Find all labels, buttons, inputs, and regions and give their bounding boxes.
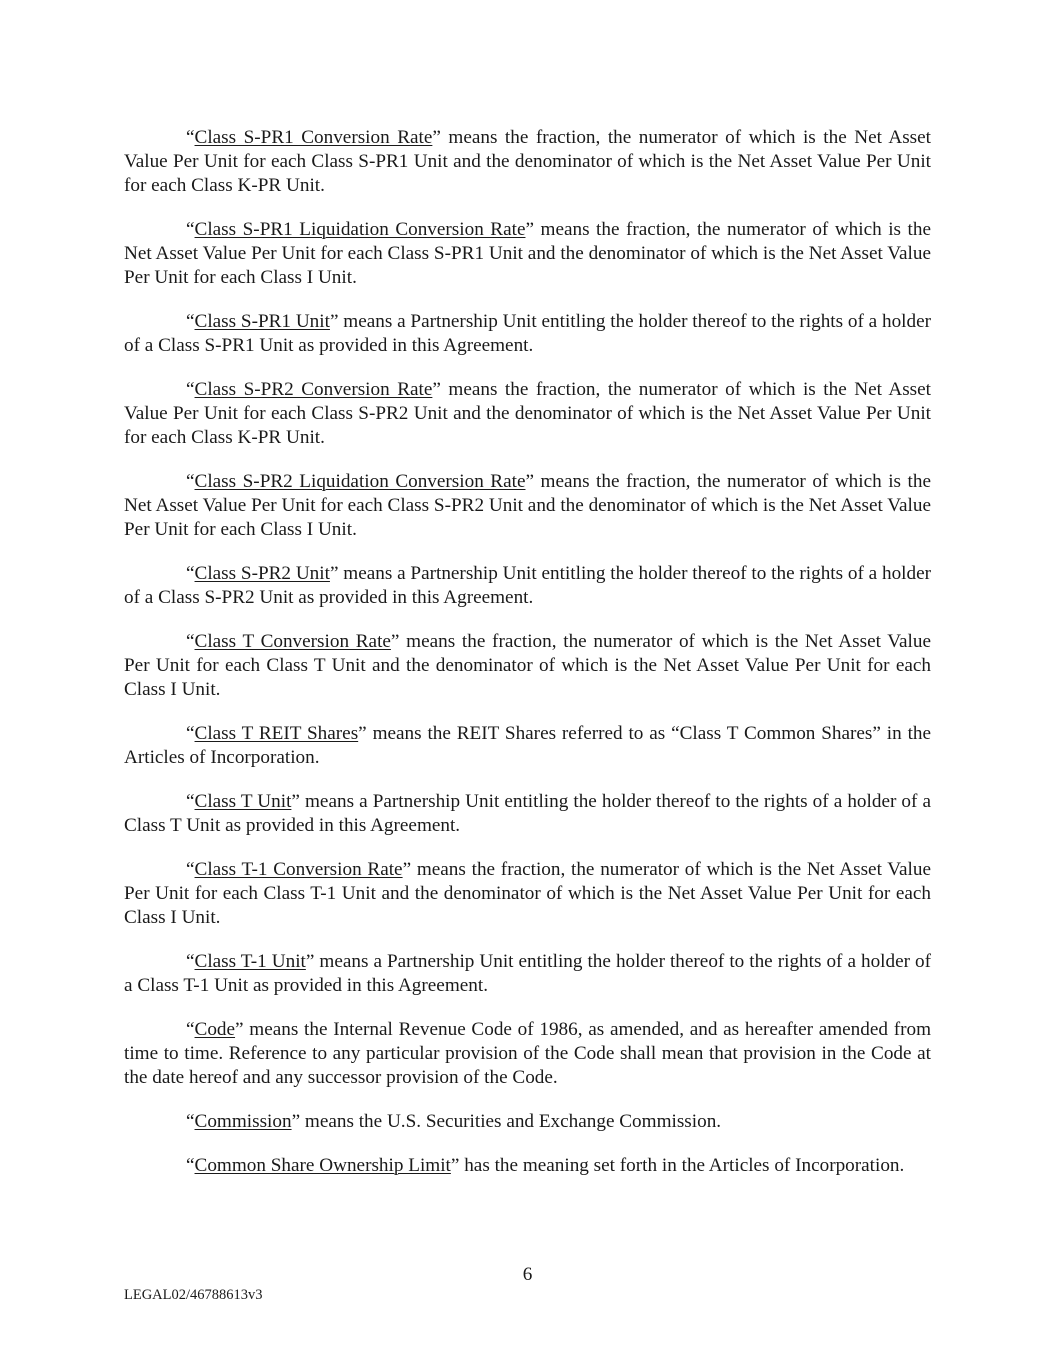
definition-paragraph: [124, 1018, 931, 1090]
defined-term: Class S-PR1 Conversion Rate: [194, 127, 433, 148]
definition-paragraph: [124, 630, 931, 702]
definition-paragraph: [124, 950, 931, 998]
open-quote: “: [186, 859, 195, 880]
open-quote: “: [186, 791, 195, 812]
definition-text: means the fraction, the numerator of which is the Net Asset Value Per Unit for each Class S-PR2 Unit and the denominator of which is the Net Asset Value Per Unit for each Class K-PR Unit.: [124, 379, 931, 448]
open-quote: “: [186, 471, 195, 492]
definition-paragraph: [124, 218, 931, 290]
definition-text: means a Partnership Unit entitling the holder thereof to the rights of a holder of a Class T-1 Unit as provided in this Agreement.: [124, 951, 931, 996]
open-quote: “: [186, 1111, 195, 1132]
close-quote: ”: [291, 1111, 301, 1132]
definition-paragraph: [124, 1110, 931, 1134]
definition-paragraph: [124, 1154, 931, 1178]
defined-term: Class T-1 Conversion Rate: [194, 859, 403, 880]
definition-text: means a Partnership Unit entitling the holder thereof to the rights of a holder of a Class S-PR1 Unit as provided in this Agreement.: [124, 311, 932, 356]
definition-paragraph: [124, 310, 931, 358]
definition-text: means the U.S. Securities and Exchange Commission.: [300, 1111, 722, 1132]
open-quote: “: [186, 951, 195, 972]
definition-text: means the fraction, the numerator of which is the Net Asset Value Per Unit for each Class S-PR2 Unit and the denominator of which is the Net Asset Value Per Unit for each Class I Unit.: [124, 471, 931, 540]
document-id: LEGAL02/46788613v3: [124, 1287, 263, 1303]
definition-paragraph: [124, 562, 931, 610]
close-quote: ”: [358, 723, 367, 744]
definition-text: means a Partnership Unit entitling the holder thereof to the rights of a holder of a Class T Unit as provided in this Agreement.: [124, 791, 932, 836]
definition-paragraph: [124, 378, 931, 450]
close-quote: ”: [291, 791, 300, 812]
open-quote: “: [186, 1155, 195, 1176]
close-quote: ”: [402, 859, 412, 880]
open-quote: “: [186, 311, 195, 332]
definition-paragraph: [124, 722, 931, 770]
definition-text: means the Internal Revenue Code of 1986, as amended, and as hereafter amended from time to time. Reference to any particular provision of the Code shall mean that provision in the Code at the date hereof and any successor provision of the Code.: [124, 1019, 931, 1088]
close-quote: ”: [390, 631, 400, 652]
close-quote: ”: [450, 1155, 460, 1176]
definition-paragraph: [124, 790, 931, 838]
defined-term: Class S-PR1 Liquidation Conversion Rate: [194, 219, 526, 240]
defined-term: Class T REIT Shares: [194, 723, 359, 744]
definition-text: means the REIT Shares referred to as “Class T Common Shares” in the Articles of Incorporation.: [124, 723, 932, 768]
defined-term: Class S-PR2 Unit: [194, 563, 330, 584]
open-quote: “: [186, 127, 195, 148]
defined-term: Class T-1 Unit: [194, 951, 306, 972]
definition-text: has the meaning set forth in the Articles of Incorporation.: [459, 1155, 905, 1176]
defined-term: Class S-PR2 Conversion Rate: [194, 379, 433, 400]
close-quote: ”: [235, 1019, 244, 1040]
open-quote: “: [186, 1019, 195, 1040]
close-quote: ”: [525, 471, 534, 492]
defined-term: Class S-PR1 Unit: [194, 311, 330, 332]
definition-text: means a Partnership Unit entitling the holder thereof to the rights of a holder of a Class S-PR2 Unit as provided in this Agreement.: [124, 563, 932, 608]
definition-text: means the fraction, the numerator of which is the Net Asset Value Per Unit for each Class T-1 Unit and the denominator of which is the Net Asset Value Per Unit for each Class I Unit.: [124, 859, 931, 928]
defined-term: Code: [194, 1019, 236, 1040]
definition-paragraph: [124, 858, 931, 930]
defined-term: Commission: [194, 1111, 292, 1132]
close-quote: ”: [525, 219, 534, 240]
open-quote: “: [186, 631, 195, 652]
defined-term: Class T Conversion Rate: [194, 631, 391, 652]
open-quote: “: [186, 219, 195, 240]
page-number: 6: [522, 1264, 533, 1285]
definition-paragraph: [124, 126, 931, 198]
open-quote: “: [186, 379, 195, 400]
close-quote: ”: [305, 951, 315, 972]
close-quote: ”: [329, 563, 339, 584]
open-quote: “: [186, 563, 195, 584]
definition-text: means the fraction, the numerator of which is the Net Asset Value Per Unit for each Class T Unit and the denominator of which is the Net Asset Value Per Unit for each Class I Unit.: [124, 631, 931, 700]
definition-text: means the fraction, the numerator of which is the Net Asset Value Per Unit for each Class S-PR1 Unit and the denominator of which is the Net Asset Value Per Unit for each Class I Unit.: [124, 219, 931, 288]
definition-text: means the fraction, the numerator of which is the Net Asset Value Per Unit for each Class S-PR1 Unit and the denominator of which is the Net Asset Value Per Unit for each Class K-PR Unit.: [124, 127, 931, 196]
close-quote: ”: [432, 379, 441, 400]
close-quote: ”: [432, 127, 441, 148]
defined-term: Class T Unit: [194, 791, 292, 812]
close-quote: ”: [329, 311, 339, 332]
defined-term: Class S-PR2 Liquidation Conversion Rate: [194, 471, 526, 492]
open-quote: “: [186, 723, 195, 744]
definitions-section: [124, 126, 931, 1198]
defined-term: Common Share Ownership Limit: [194, 1155, 451, 1176]
definition-paragraph: [124, 470, 931, 542]
